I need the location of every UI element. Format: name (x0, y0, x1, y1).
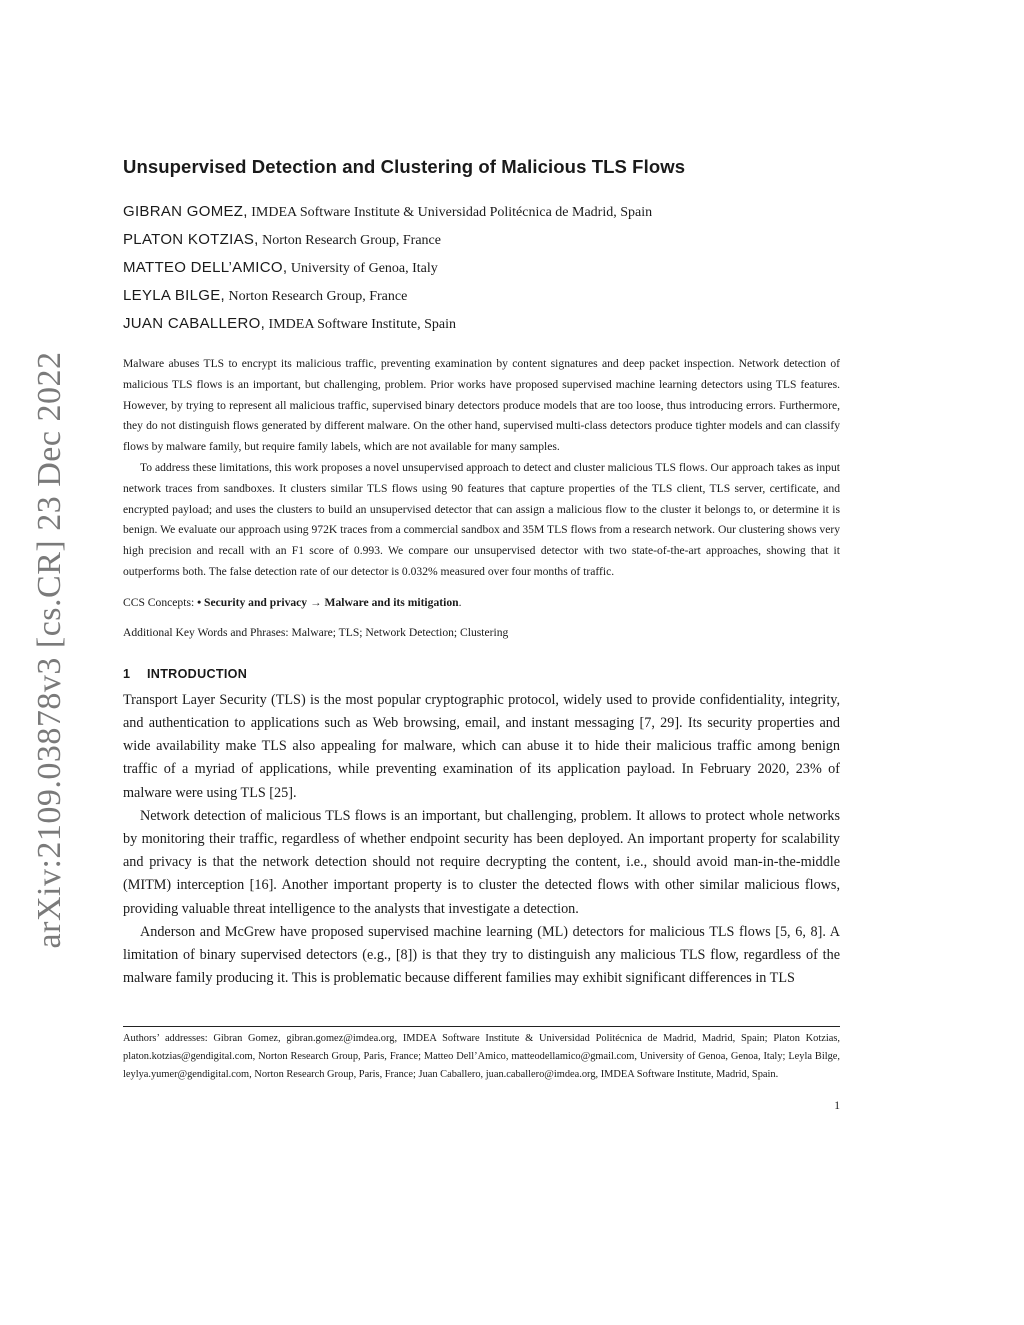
ccs-concepts (123, 593, 840, 613)
abstract (123, 354, 840, 583)
footnote-divider (123, 1026, 840, 1027)
body-paragraph: Anderson and McGrew have proposed supervised machine learning (ML) detectors for malicious TLS flows [5, 6, 8]. A limitation of binary supervised detectors (e.g., [8]) is that they try to distinguish any malicious TLS flow, regardless of the malware family producing it. This is problematic because different families may exhibit significant differences in TLS (123, 923, 840, 987)
section-number: 1 (123, 666, 131, 681)
author-list (123, 198, 840, 338)
author-name: PLATON KOTZIAS, (123, 231, 259, 248)
author-name: GIBRAN GOMEZ, (123, 203, 248, 220)
author-name: JUAN CABALLERO, (123, 315, 266, 332)
section-body (123, 689, 840, 991)
paper-page (123, 150, 840, 990)
ccs-label: CCS Concepts: (123, 595, 198, 609)
ccs-concept-list: • Security and privacy → Malware and its mitigation (197, 595, 459, 609)
author-affiliation: Norton Research Group, France (258, 233, 441, 248)
keywords: Additional Key Words and Phrases: Malware; TLS; Network Detection; Clustering (123, 625, 509, 639)
author-name: LEYLA BILGE, (123, 287, 225, 304)
body-paragraph: Network detection of malicious TLS flows is an important, but challenging, problem. It allows to protect whole networks by monitoring their traffic, regardless of whether endpoint security has been deployed. An important property for scalability and privacy is that the network detection should not require decrypting the content, i.e., should avoid man-in-the-middle (MITM) interception [16]. Another important property is to cluster the detected flows with other similar malicious flows, providing valuable threat intelligence to the analysts that investigate a detection. (123, 807, 840, 917)
body-paragraph: Transport Layer Security (TLS) is the most popular cryptographic protocol, widely used to provide confidentiality, integrity, and authentication to applications such as Web browsing, email, and instant messaging [7, 29]. Its security properties and wide availability make TLS also appealing for malware, which can abuse it to hide their malicious traffic among benign traffic of a myriad of applications, while preventing examination of its application payload. In February 2020, 23% of malware were using TLS [25]. (123, 691, 840, 801)
authors-addresses-footnote: Authors’ addresses: Gibran Gomez, gibran.gomez@imdea.org, IMDEA Software Institute & Universidad Politécnica de Madrid, Madrid, Spain; Platon Kotzias, platon.kotzias@gendigital.com, Norton Research Group, Paris, France; Matteo Dell’Amico, matteodellamico@gmail.com, University of Genoa, Genoa, Italy; Leyla Bilge, leylya.yumer@gendigital.com, Norton Research Group, Paris, France; Juan Caballero, juan.caballero@imdea.org, IMDEA Software Institute, Madrid, Spain. (123, 1033, 840, 1080)
ccs-end: . (458, 595, 462, 609)
section-title: INTRODUCTION (147, 666, 248, 681)
author-affiliation: IMDEA Software Institute, Spain (265, 317, 456, 332)
author-entry (123, 254, 840, 282)
arxiv-identifier: arXiv:2109.03878v3 [cs.CR] 23 Dec 2022 (31, 351, 68, 949)
page-number: 1 (834, 1100, 840, 1112)
author-entry (123, 226, 840, 254)
author-entry (123, 310, 840, 338)
author-affiliation: Norton Research Group, France (225, 289, 408, 304)
paper-title: Unsupervised Detection and Clustering of Malicious TLS Flows (123, 156, 686, 177)
abstract-paragraph: Malware abuses TLS to encrypt its malicious traffic, preventing examination by content signatures and deep packet inspection. Network detection of malicious TLS flows is an important, but challenging, problem. Prior works have proposed supervised machine learning detectors using TLS features. However, by trying to represent all malicious traffic, supervised binary detectors produce models that are too loose, thus introducing errors. Furthermore, they do not distinguish flows generated by different malware. On the other hand, supervised multi-class detectors produce tighter models and can classify flows by malware family, but require family labels, which are not available for many samples. (123, 357, 840, 454)
author-affiliation: IMDEA Software Institute & Universidad Politécnica de Madrid, Spain (247, 205, 653, 220)
author-entry (123, 198, 840, 226)
author-affiliation: University of Genoa, Italy (287, 261, 438, 276)
section-heading (123, 663, 840, 685)
author-entry (123, 282, 840, 310)
abstract-paragraph: To address these limitations, this work proposes a novel unsupervised approach to detect and cluster malicious TLS flows. Our approach takes as input network traces from sandboxes. It clusters similar TLS flows using 90 features that capture properties of the TLS client, TLS server, certificate, and encrypted payload; and uses the clusters to build an unsupervised detector that can assign a malicious flow to the cluster it belongs to, or determine it is benign. We evaluate our approach using 972K traces from a commercial sandbox and 35M TLS flows from a research network. Our clustering shows very high precision and recall with an F1 score of 0.993. We compare our unsupervised detector with two state-of-the-art approaches, showing that it outperforms both. The false detection rate of our detector is 0.032% measured over four months of traffic. (123, 460, 840, 578)
author-name: MATTEO DELL’AMICO, (123, 259, 288, 276)
